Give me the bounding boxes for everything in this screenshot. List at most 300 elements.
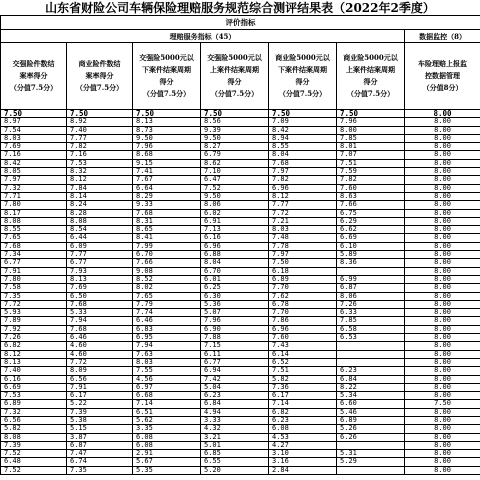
table-cell: 6.87 — [67, 441, 133, 449]
table-cell: 5.35 — [133, 466, 201, 474]
table-row — [1, 118, 480, 126]
table-cell: 5.31 — [337, 450, 405, 458]
table-cell: 6.56 — [1, 416, 67, 424]
table-cell: 7.82 — [67, 143, 133, 151]
table-cell: 7.60 — [269, 334, 337, 342]
table-cell: 8.13 — [1, 358, 67, 366]
table-cell: 7.16 — [1, 151, 67, 159]
column-header-line: （分值7.5分） — [346, 89, 395, 98]
table-cell: 7.91 — [67, 383, 133, 391]
table-cell: 8.73 — [133, 126, 201, 134]
table-cell: 7.88 — [201, 334, 269, 342]
table-cell: 7.96 — [201, 317, 269, 325]
table-cell: 6.75 — [337, 209, 405, 217]
column-header-4 — [201, 43, 269, 110]
table-cell: 8.00 — [405, 433, 480, 441]
table-cell: 7.52 — [201, 184, 269, 192]
table-cell: 7.96 — [133, 143, 201, 151]
table-cell: 6.68 — [133, 392, 201, 400]
table-cell: 8.00 — [405, 300, 480, 308]
table-cell: 5.82 — [269, 375, 337, 383]
table-cell: 8.68 — [133, 151, 201, 159]
table-cell: 8.00 — [405, 226, 480, 234]
table-cell: 6.96 — [201, 242, 269, 250]
table-cell: 7.50 — [133, 110, 201, 118]
table-row — [1, 441, 480, 449]
table-cell: 6.89 — [337, 416, 405, 424]
table-cell: 7.36 — [269, 383, 337, 391]
table-cell: 6.08 — [133, 441, 201, 449]
table-cell: 6.91 — [201, 217, 269, 225]
table-row — [1, 242, 480, 250]
table-row — [1, 226, 480, 234]
table-cell: 8.28 — [67, 209, 133, 217]
table-cell: 8.55 — [1, 226, 67, 234]
table-cell: 2.91 — [133, 450, 201, 458]
results-table — [0, 15, 480, 475]
table-cell: 6.01 — [201, 275, 269, 283]
column-header-1 — [1, 43, 67, 110]
table-cell: 7.55 — [133, 367, 201, 375]
table-cell: 9.15 — [133, 159, 201, 167]
column-header-line: 商业险5000元以 — [275, 53, 330, 62]
table-cell: 7.68 — [67, 300, 133, 308]
table-cell: 7.97 — [269, 251, 337, 259]
table-row — [1, 400, 480, 408]
column-header-line: 商业险5000元以 — [343, 53, 398, 62]
table-cell: 7.86 — [269, 317, 337, 325]
table-row — [1, 159, 480, 167]
table-cell: 7.50 — [67, 110, 133, 118]
table-cell: 7.99 — [133, 242, 201, 250]
table-cell: 8.32 — [67, 168, 133, 176]
table-row — [1, 433, 480, 441]
table-cell: 8.00 — [405, 151, 480, 159]
column-header-line: 交强险件数结 — [12, 59, 55, 68]
table-cell: 8.13 — [67, 275, 133, 283]
table-cell: 7.50 — [269, 110, 337, 118]
table-cell: 8.00 — [405, 466, 480, 474]
table-cell: 6.46 — [67, 334, 133, 342]
table-cell: 4.56 — [133, 375, 201, 383]
table-row — [1, 209, 480, 217]
table-cell: 7.39 — [67, 408, 133, 416]
table-cell: 7.68 — [67, 325, 133, 333]
table-cell: 8.09 — [67, 367, 133, 375]
table-cell: 3.33 — [201, 416, 269, 424]
table-cell: 8.00 — [405, 367, 480, 375]
table-cell — [337, 358, 405, 366]
table-cell: 8.00 — [405, 292, 480, 300]
table-row — [1, 192, 480, 200]
table-cell: 5.29 — [337, 458, 405, 466]
table-cell: 8.08 — [1, 217, 67, 225]
table-cell: 5.82 — [1, 425, 67, 433]
table-cell: 8.00 — [405, 192, 480, 200]
table-cell: 8.00 — [405, 383, 480, 391]
table-cell: 8.54 — [67, 226, 133, 234]
column-header-line: （分值7.5分） — [210, 89, 259, 98]
table-cell: 3.87 — [67, 433, 133, 441]
table-cell: 9.08 — [133, 267, 201, 275]
table-cell: 6.82 — [1, 342, 67, 350]
table-cell: 5.26 — [337, 425, 405, 433]
column-header-line: 下案件结案周期 — [278, 65, 327, 74]
table-cell: 7.77 — [269, 201, 337, 209]
table-cell: 8.04 — [201, 259, 269, 267]
table-cell: 6.84 — [201, 400, 269, 408]
column-header-line: （分值7.5分） — [9, 83, 58, 92]
table-cell: 8.14 — [67, 192, 133, 200]
table-cell: 6.09 — [67, 242, 133, 250]
table-cell: 9.50 — [201, 134, 269, 142]
table-cell: 6.77 — [1, 259, 67, 267]
table-cell: 7.51 — [337, 159, 405, 167]
table-cell: 7.50 — [405, 400, 480, 408]
table-cell: 8.29 — [133, 192, 201, 200]
table-cell: 5.46 — [337, 408, 405, 416]
table-cell: 7.52 — [1, 450, 67, 458]
table-row — [1, 325, 480, 333]
table-cell: 6.69 — [337, 234, 405, 242]
table-cell: 7.47 — [67, 450, 133, 458]
table-cell: 9.33 — [133, 201, 201, 209]
table-cell: 6.55 — [201, 458, 269, 466]
table-cell: 5.62 — [133, 416, 201, 424]
table-cell: 8.00 — [405, 350, 480, 358]
table-row — [1, 168, 480, 176]
table-cell: 7.80 — [1, 201, 67, 209]
table-cell: 6.83 — [133, 325, 201, 333]
table-row — [1, 217, 480, 225]
table-cell: 8.42 — [1, 159, 67, 167]
table-cell: 8.00 — [405, 309, 480, 317]
table-cell: 7.89 — [1, 317, 67, 325]
table-cell: 8.00 — [405, 275, 480, 283]
table-cell: 8.31 — [133, 217, 201, 225]
table-cell: 9.50 — [133, 134, 201, 142]
table-cell: 7.50 — [269, 259, 337, 267]
table-cell: 5.89 — [337, 251, 405, 259]
table-cell: 6.70 — [201, 267, 269, 275]
table-cell: 8.00 — [405, 201, 480, 209]
table-cell: 6.46 — [133, 317, 201, 325]
table-cell: 7.35 — [1, 292, 67, 300]
table-cell: 7.85 — [337, 317, 405, 325]
table-cell: 6.62 — [337, 226, 405, 234]
table-cell: 7.41 — [133, 168, 201, 176]
table-row — [1, 358, 480, 366]
table-cell: 7.82 — [269, 176, 337, 184]
table-cell: 8.52 — [133, 275, 201, 283]
table-cell: 8.04 — [269, 151, 337, 159]
table-cell: 5.22 — [67, 400, 133, 408]
table-cell: 6.94 — [201, 367, 269, 375]
table-cell: 8.12 — [1, 350, 67, 358]
table-row — [1, 350, 480, 358]
table-cell: 7.50 — [1, 110, 67, 118]
table-cell: 8.65 — [133, 226, 201, 234]
table-cell: 8.00 — [405, 176, 480, 184]
table-row — [1, 275, 480, 283]
table-row — [1, 126, 480, 134]
table-cell: 7.14 — [133, 400, 201, 408]
table-cell: 6.60 — [337, 400, 405, 408]
table-cell: 6.23 — [201, 392, 269, 400]
table-cell: 7.50 — [201, 110, 269, 118]
table-cell: 8.00 — [405, 342, 480, 350]
table-cell: 7.40 — [1, 367, 67, 375]
table-cell: 6.47 — [201, 176, 269, 184]
table-cell: 5.20 — [201, 466, 269, 474]
table-cell: 6.23 — [337, 367, 405, 375]
table-cell: 8.00 — [405, 259, 480, 267]
table-cell: 7.10 — [201, 168, 269, 176]
column-header-7 — [405, 43, 480, 110]
table-cell: 7.91 — [1, 267, 67, 275]
table-cell: 7.58 — [1, 284, 67, 292]
table-cell: 7.42 — [201, 375, 269, 383]
table-cell: 8.22 — [337, 383, 405, 391]
table-row — [1, 234, 480, 242]
table-cell: 8.00 — [405, 325, 480, 333]
table-cell: 7.65 — [133, 292, 201, 300]
table-row — [1, 450, 480, 458]
table-cell: 7.13 — [201, 226, 269, 234]
table-cell: 7.63 — [133, 350, 201, 358]
table-row — [1, 134, 480, 142]
table-cell: 7.51 — [269, 367, 337, 375]
table-cell: 6.96 — [269, 184, 337, 192]
column-header-line: 交强险5000元以 — [139, 53, 194, 62]
table-cell: 7.35 — [67, 466, 133, 474]
table-row — [1, 416, 480, 424]
table-cell: 6.51 — [133, 408, 201, 416]
table-cell: 6.64 — [133, 184, 201, 192]
table-row — [1, 342, 480, 350]
table-cell: 8.00 — [405, 110, 480, 118]
table-cell: 6.48 — [1, 458, 67, 466]
table-cell: 7.40 — [67, 126, 133, 134]
table-cell: 5.93 — [1, 309, 67, 317]
table-cell: 7.80 — [1, 275, 67, 283]
table-cell: 6.16 — [1, 375, 67, 383]
table-cell: 6.70 — [133, 251, 201, 259]
table-cell: 6.96 — [269, 325, 337, 333]
table-cell: 8.55 — [269, 143, 337, 151]
table-cell: 7.53 — [67, 159, 133, 167]
table-cell: 7.78 — [269, 242, 337, 250]
table-cell: 7.09 — [269, 118, 337, 126]
table-cell: 7.68 — [269, 159, 337, 167]
table-cell: 7.62 — [269, 292, 337, 300]
table-cell — [337, 342, 405, 350]
table-cell: 8.00 — [405, 317, 480, 325]
column-header-line: （分值7.5分） — [278, 89, 327, 98]
table-cell: 8.00 — [405, 217, 480, 225]
table-cell: 8.00 — [405, 168, 480, 176]
table-cell: 6.17 — [67, 392, 133, 400]
table-row — [1, 151, 480, 159]
table-cell: 6.10 — [337, 242, 405, 250]
table-cell: 8.41 — [133, 234, 201, 242]
table-cell: 3.21 — [201, 433, 269, 441]
table-cell: 7.85 — [337, 134, 405, 142]
column-header-line: 商业险件数结 — [78, 59, 121, 68]
table-cell: 8.00 — [405, 458, 480, 466]
table-cell: 6.17 — [269, 392, 337, 400]
table-cell: 8.00 — [405, 441, 480, 449]
column-header-6 — [337, 43, 405, 110]
column-header-line: 案率得分 — [19, 71, 48, 80]
table-cell: 9.50 — [201, 192, 269, 200]
table-cell: 7.21 — [269, 217, 337, 225]
table-cell: 8.00 — [337, 126, 405, 134]
table-cell: 8.00 — [405, 408, 480, 416]
table-cell: 8.13 — [133, 118, 201, 126]
table-cell: 7.69 — [1, 143, 67, 151]
table-cell: 6.90 — [201, 325, 269, 333]
table-cell: 7.97 — [1, 176, 67, 184]
column-header-line: 控数据管理 — [425, 71, 461, 80]
table-cell — [337, 267, 405, 275]
table-cell: 8.00 — [405, 267, 480, 275]
table-cell: 8.92 — [67, 118, 133, 126]
column-header-3 — [133, 43, 201, 110]
column-header-line: （分值8分） — [422, 83, 463, 92]
table-cell: 5.04 — [201, 383, 269, 391]
table-cell: 6.56 — [67, 375, 133, 383]
table-cell: 6.95 — [133, 334, 201, 342]
table-cell: 5.15 — [67, 425, 133, 433]
column-header-line: 交强险5000元以 — [207, 53, 262, 62]
table-row — [1, 292, 480, 300]
table-cell: 7.60 — [337, 184, 405, 192]
table-cell: 6.84 — [337, 375, 405, 383]
table-cell: 5.36 — [201, 300, 269, 308]
table-cell: 7.65 — [1, 234, 67, 242]
table-cell: 6.25 — [201, 284, 269, 292]
table-cell: 6.11 — [201, 350, 269, 358]
table-cell: 8.00 — [405, 375, 480, 383]
table-row — [1, 375, 480, 383]
table-cell: 8.06 — [201, 201, 269, 209]
table-cell: 8.00 — [405, 242, 480, 250]
table-cell: 8.00 — [405, 209, 480, 217]
table-row — [1, 267, 480, 275]
table-cell: 7.77 — [67, 134, 133, 142]
column-header-line: 上案件结案周期 — [210, 65, 259, 74]
table-cell: 7.15 — [201, 342, 269, 350]
table-row — [1, 383, 480, 391]
column-header-5 — [269, 43, 337, 110]
table-cell: 7.82 — [337, 176, 405, 184]
table-cell: 4.60 — [67, 350, 133, 358]
table-row — [1, 110, 480, 118]
table-cell: 7.97 — [269, 168, 337, 176]
table-cell: 8.00 — [405, 134, 480, 142]
column-header-line: 得分 — [227, 77, 242, 86]
table-cell: 6.82 — [269, 408, 337, 416]
table-cell: 8.00 — [405, 392, 480, 400]
table-cell: 7.94 — [67, 317, 133, 325]
table-row — [1, 259, 480, 267]
table-cell: 8.27 — [201, 143, 269, 151]
table-cell: 8.00 — [405, 184, 480, 192]
table-cell: 8.63 — [337, 192, 405, 200]
table-cell: 8.12 — [269, 192, 337, 200]
table-cell: 6.69 — [1, 383, 67, 391]
table-cell: 7.72 — [1, 300, 67, 308]
table-cell: 8.00 — [405, 334, 480, 342]
table-row — [1, 408, 480, 416]
table-cell: 8.17 — [1, 209, 67, 217]
table-cell: 8.02 — [133, 284, 201, 292]
table-cell: 8.00 — [405, 143, 480, 151]
table-cell: 6.58 — [337, 325, 405, 333]
table-cell: 8.08 — [67, 217, 133, 225]
table-row — [1, 367, 480, 375]
table-cell: 7.53 — [1, 392, 67, 400]
table-cell: 4.94 — [201, 408, 269, 416]
table-cell: 6.16 — [201, 234, 269, 242]
table-cell: 6.79 — [201, 151, 269, 159]
column-header-line: 得分 — [159, 77, 174, 86]
claims-service-header: 理赔服务指标（45） — [1, 30, 405, 43]
column-header-line: 得分 — [363, 77, 378, 86]
table-cell: 8.05 — [1, 168, 67, 176]
table-cell — [337, 441, 405, 449]
table-cell: 8.08 — [1, 433, 67, 441]
table-row — [1, 466, 480, 474]
table-cell: 7.92 — [1, 325, 67, 333]
table-row — [1, 184, 480, 192]
table-cell: 5.33 — [67, 309, 133, 317]
table-cell: 8.12 — [67, 176, 133, 184]
table-cell: 6.23 — [269, 416, 337, 424]
table-cell: 6.33 — [337, 309, 405, 317]
table-cell: 7.54 — [1, 126, 67, 134]
table-cell: 8.00 — [405, 358, 480, 366]
data-monitor-header: 数据监控（8） — [405, 30, 480, 43]
table-cell: 8.97 — [1, 118, 67, 126]
table-cell: 8.42 — [269, 126, 337, 134]
table-cell: 6.53 — [337, 334, 405, 342]
table-cell: 8.01 — [337, 143, 405, 151]
table-cell: 8.56 — [201, 118, 269, 126]
column-header-line: 车险理赔上报监 — [418, 59, 468, 68]
table-cell: 6.74 — [67, 458, 133, 466]
table-cell: 7.66 — [337, 201, 405, 209]
table-cell: 4.60 — [67, 342, 133, 350]
table-cell: 7.26 — [1, 334, 67, 342]
table-cell: 6.78 — [269, 300, 337, 308]
table-cell: 7.34 — [1, 251, 67, 259]
table-cell: 7.52 — [1, 466, 67, 474]
table-cell: 6.18 — [269, 267, 337, 275]
table-cell: 7.93 — [67, 267, 133, 275]
table-cell: 6.26 — [337, 433, 405, 441]
table-cell: 7.70 — [269, 284, 337, 292]
table-row — [1, 317, 480, 325]
table-row — [1, 334, 480, 342]
table-cell: 8.00 — [405, 159, 480, 167]
table-cell: 6.77 — [201, 358, 269, 366]
table-cell: 7.59 — [337, 168, 405, 176]
table-cell: 8.62 — [201, 159, 269, 167]
table-cell: 8.00 — [405, 425, 480, 433]
page-title: 山东省财险公司车辆保险理赔服务规范综合测评结果表（2022年2季度） — [45, 1, 435, 15]
